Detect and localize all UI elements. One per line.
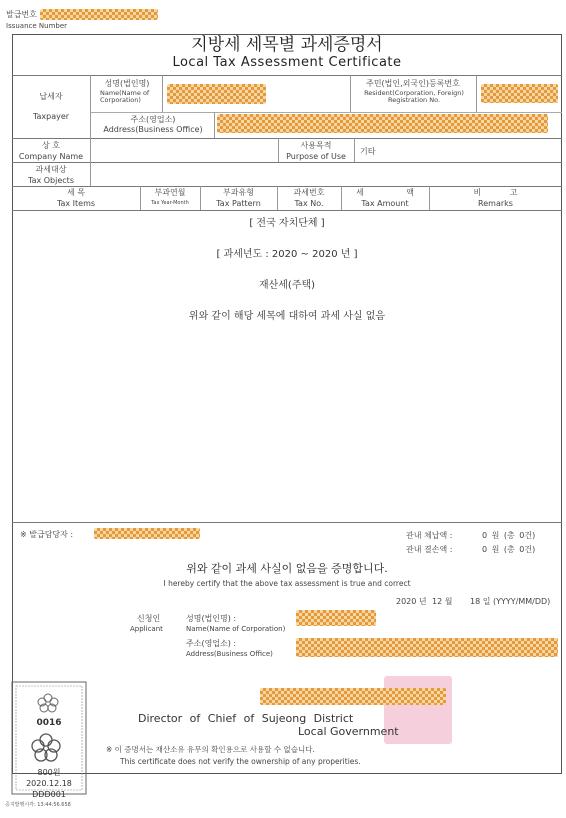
revenue-stamp [5, 680, 88, 810]
certify-en: I hereby certify that the above tax assessment is true and correct [163, 579, 411, 588]
col-year-month-en: Tax Year-Month [151, 200, 189, 206]
note-ko: ※ 이 증명서는 재산소유 유무의 확인용으로 사용할 수 없습니다. [106, 745, 315, 754]
col-tax-items-en: Tax Items [56, 199, 96, 208]
applicant-address-ko: 주소(영업소) : [186, 639, 237, 648]
applicant-label-ko: 신청인 [137, 614, 161, 623]
company-label-en: Company Name [18, 152, 84, 161]
purpose-label-ko: 사용목적 [300, 141, 332, 150]
company-label-ko: 상 호 [42, 141, 60, 150]
col-remarks-en: Remarks [478, 199, 513, 208]
flower-emblem-icon [38, 694, 58, 712]
applicant-name-redacted [296, 610, 376, 626]
officer-name-redacted [94, 528, 200, 539]
taxpayer-address-redacted [217, 114, 548, 133]
applicant-address-redacted [296, 638, 558, 657]
taxpayer-label-ko: 납세자 [39, 92, 63, 101]
stamp-timestamp: 증지발행시각: 13:44:56.658 [5, 802, 71, 808]
resident-number-redacted [481, 84, 558, 103]
purpose-value: 기타 [360, 147, 376, 156]
name-label-ko: 성명(법인명) [104, 79, 150, 88]
deficit-value: 0 원 (총 0건) [482, 545, 536, 554]
taxpayer-label-en: Taxpayer [32, 112, 70, 121]
applicant-name-ko: 성명(법인명) : [186, 614, 237, 623]
flower-emblem-large-icon [32, 734, 60, 761]
purpose-label-en: Purpose of Use [286, 152, 346, 161]
tax-item-text: 재산세(주택) [258, 280, 316, 291]
resident-label-en: Resident(Corporation, Foreign) Registration No. [364, 89, 464, 105]
date-month: 12 월 [432, 597, 453, 606]
issuance-number-redacted [40, 9, 158, 20]
local-government-text: Local Government [298, 725, 399, 738]
applicant-label-en: Applicant [130, 625, 163, 633]
taxpayer-name-redacted [167, 84, 266, 104]
director-text: Director of Chief of Sujeong District [138, 712, 354, 725]
statement-text: 위와 같이 해당 세목에 대하여 과세 사실 없음 [188, 311, 386, 322]
objects-label-en: Tax Objects [28, 176, 74, 185]
issuance-label-en: Issuance Number [6, 22, 68, 30]
stamp-serial: DDD001 [32, 790, 66, 799]
district-redacted [260, 688, 446, 705]
applicant-address-en: Address(Business Office) [186, 650, 273, 658]
title-en: Local Tax Assessment Certificate [172, 55, 402, 70]
resident-label-ko: 주민(법인,외국인)등록번호 [366, 79, 460, 88]
col-pattern-ko: 부과유형 [223, 188, 254, 197]
date-day: 18 일 (YYYY/MM/DD) [470, 597, 551, 606]
title-ko: 지방세 세목별 과세증명서 [191, 35, 383, 55]
stamp-date: 2020.12.18 [26, 779, 72, 788]
stamp-fee: 800원 [37, 768, 61, 777]
arrears-label: 관내 체납액 : [406, 531, 453, 540]
scope-text: [ 전국 자치단체 ] [249, 218, 325, 229]
officer-label: ※ 발급담당자 : [20, 530, 74, 539]
certify-ko: 위와 같이 과세 사실이 없음을 증명합니다. [186, 562, 388, 575]
col-tax-no-en: Tax No. [294, 199, 324, 208]
name-label-en: Name(Name of Corporation) [100, 89, 150, 105]
address-label-ko: 주소(영업소) [130, 115, 176, 124]
col-amount-ko: 세 액 [356, 188, 414, 197]
note-en: This certificate does not verify the ownership of any properities. [120, 757, 361, 766]
date-year: 2020 년 [396, 597, 427, 606]
year-range-text: [ 과세년도 : 2020 ~ 2020 년 ] [216, 249, 358, 260]
stamp-code: 0016 [36, 718, 62, 728]
address-label-en: Address(Business Office) [103, 125, 203, 134]
col-amount-en: Tax Amount [361, 199, 409, 208]
col-tax-items-ko: 세 목 [67, 188, 85, 197]
arrears-value: 0 원 (총 0건) [482, 531, 536, 540]
col-pattern-en: Tax Pattern [216, 199, 261, 208]
col-remarks-ko: 비 고 [473, 188, 518, 197]
objects-label-ko: 과세대상 [35, 165, 67, 174]
col-year-month-ko: 부과연월 [154, 188, 186, 197]
issuance-label-ko: 발급번호 [6, 10, 37, 19]
deficit-label: 관내 결손액 : [406, 545, 453, 554]
applicant-name-en: Name(Name of Corporation) [186, 625, 286, 633]
col-tax-no-ko: 과세번호 [293, 188, 325, 197]
